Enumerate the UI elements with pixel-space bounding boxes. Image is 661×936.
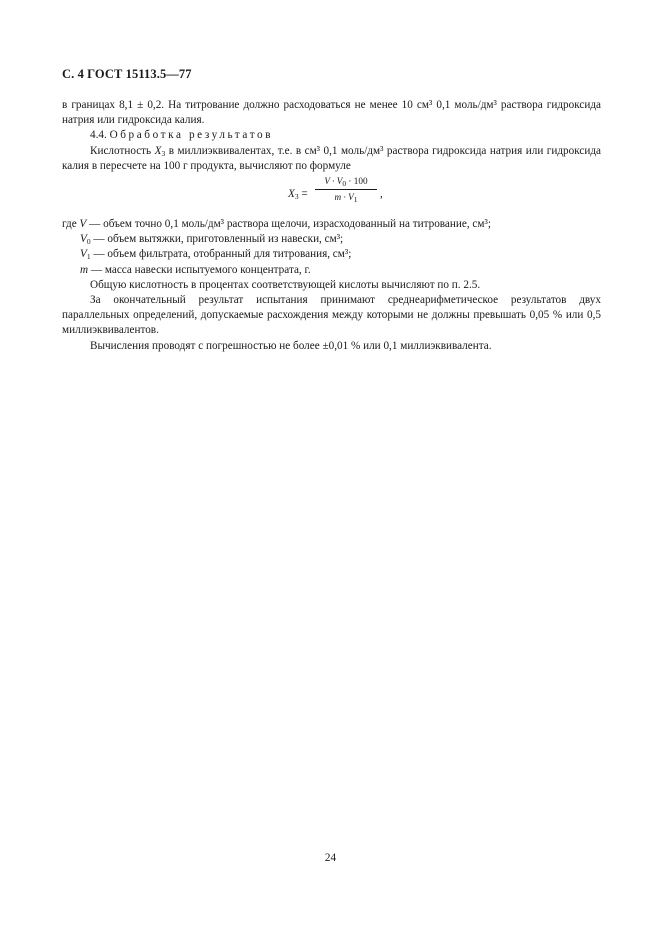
formula-denominator: $m \cdot V_1$: [334, 192, 358, 205]
definition-v: где V — объем точно 0,1 моль/дм³ раствора щелочи, израсходованный на титрование, см³;: [62, 218, 491, 231]
page-number: 24: [324, 852, 337, 864]
formula-numerator: $V \cdot V_0 \cdot 100$: [324, 176, 368, 189]
definition-m: m — масса навески испытуемого концентрата, г.: [80, 263, 311, 276]
definition-v1: $V_1$ — объем фильтрата, отобранный для титрования, см³;: [80, 248, 352, 262]
document-body: [62, 98, 601, 354]
formula-fraction: [315, 175, 377, 204]
paragraph-final-result: За окончательный результат испытания принимают среднеарифметическое результатов двух параллельных определений, допускаемые расхождения между которыми не должны превышать 0,05 % или 0,5 миллиэквивалентов.: [62, 293, 601, 337]
definition-v0: $V_0$ — объем вытяжки, приготовленный из навески, см³;: [80, 233, 344, 247]
paragraph-acidity: [62, 144, 601, 174]
paragraph-total-acidity: Общую кислотность в процентах соответствующей кислоты вычисляют по п. 2.5.: [90, 278, 481, 291]
formula-lhs: $X_3$ =: [288, 188, 308, 202]
acidity-symbol: X: [154, 144, 162, 157]
paragraph-precision: Вычисления проводят с погрешностью не более ±0,01 % или 0,1 миллиэквивалента.: [90, 339, 492, 352]
acidity-symbol-sub: 3: [161, 148, 166, 158]
variable-definitions: [62, 217, 601, 278]
acidity-intro: Кислотность: [90, 144, 155, 157]
section-number: 4.4.: [90, 129, 107, 142]
page-header: С. 4 ГОСТ 15113.5—77: [62, 67, 192, 81]
section-heading: [62, 128, 601, 143]
fraction-bar: [315, 189, 377, 190]
formula-comma: ,: [380, 188, 383, 201]
acidity-formula: [62, 175, 601, 215]
paragraph-titration: в границах 8,1 ± 0,2. На титрование должно расходоваться не менее 10 см³ 0,1 моль/дм³ раствора гидроксида натрия или гидроксида калия.: [62, 99, 601, 127]
acidity-text: в миллиэквивалентах, т.е. в см³ 0,1 моль/дм³ раствора гидроксида натрия или гидроксида калия в пересчете на 100 г продукта, вычисляют по формуле: [62, 144, 602, 172]
section-title: Обработка результатов: [109, 129, 274, 142]
